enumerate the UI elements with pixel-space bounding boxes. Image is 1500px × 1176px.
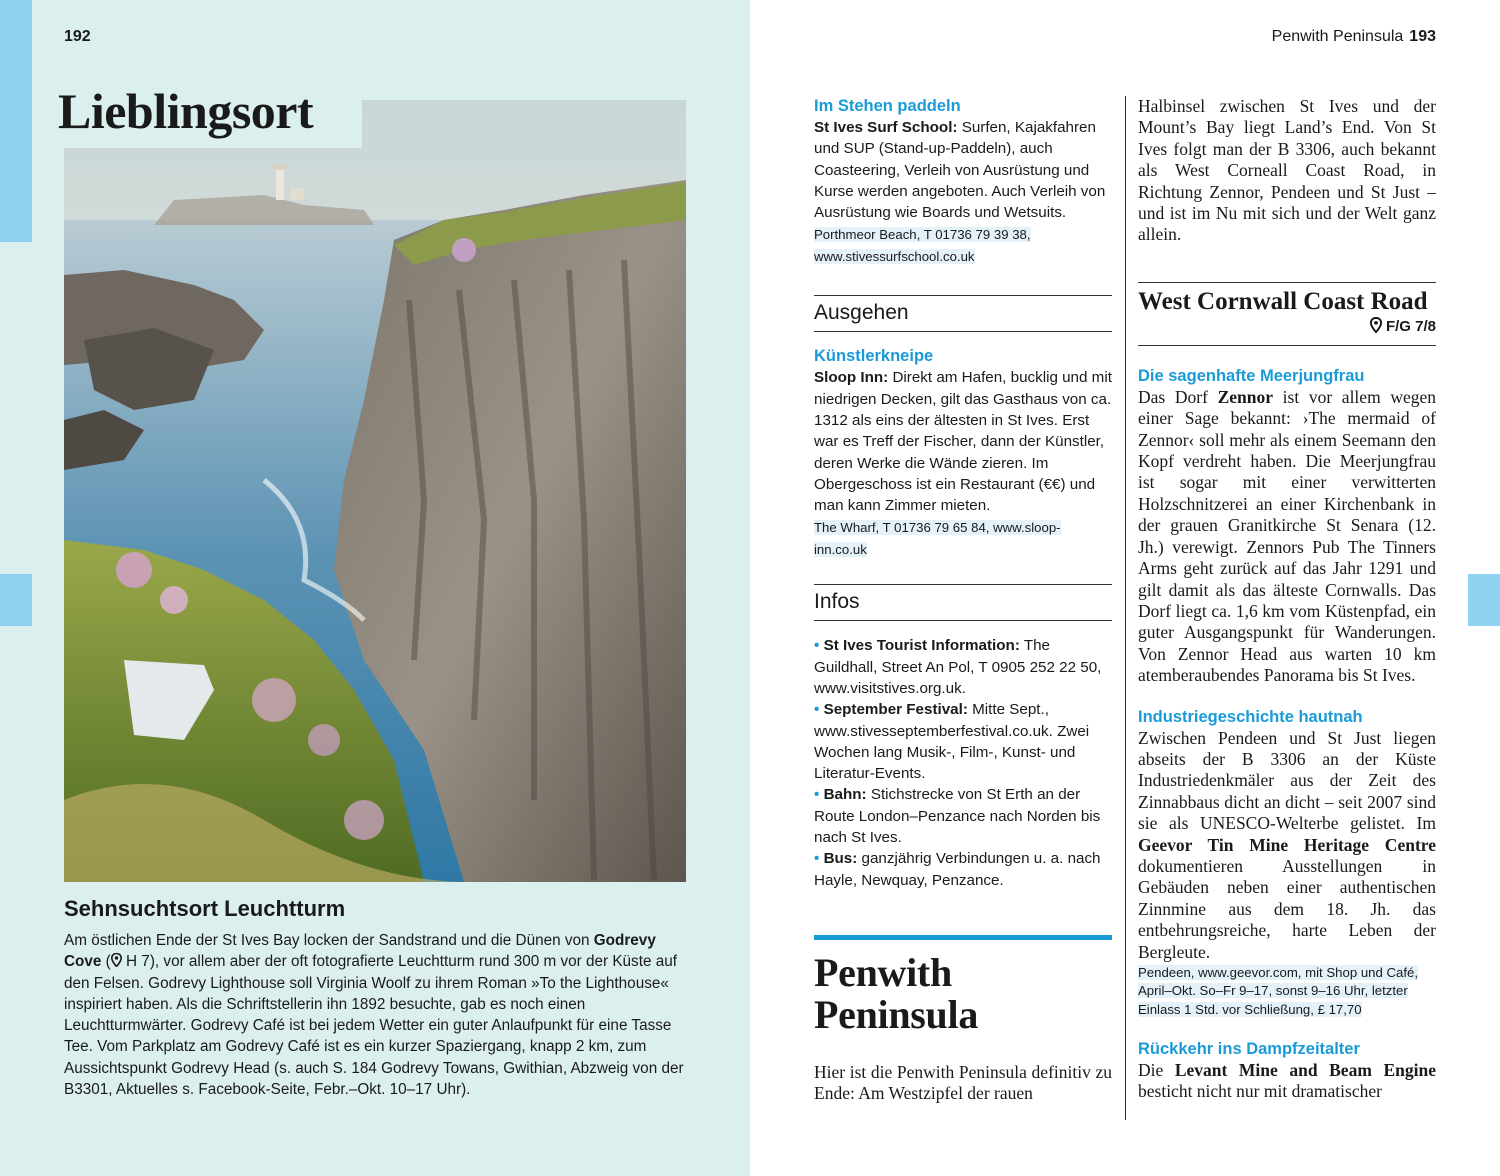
item-label: Bahn: bbox=[823, 786, 867, 804]
place-name: Levant Mine and Beam Engine bbox=[1174, 1059, 1436, 1080]
text-part: Die bbox=[1138, 1059, 1175, 1080]
pub-info bbox=[814, 517, 1112, 560]
caption-part: ), vor allem aber der oft fotografierte Leuchtturm rund 300 m vor der Küste auf den Felsen. Godrevy Lighthouse soll Virginia Woolf zu ihrem Roman »To the Lighthouse« inspiriert haben. Als die Schriftstellerin ihn 1892 besuchte, gab es noch einen Leuchtturmwärter. Godrevy Café ist bei jedem Wetter ein guter Anlaufpunkt für eine Tasse Tee. Vom Parkplatz am Godrevy Café ist es ein kurzer Spaziergang, knapp 2 km, zum Aussichtspunkt Godrevy Head (s. auch S. 184 Godrevy Towans, Gwithian, Abzweig von der B3301, Aktuelles s. Facebook-Seite, Febr.–Okt. 10–17 Uhr). bbox=[64, 953, 684, 1099]
industry-heading: Industriegeschichte hautnah bbox=[1138, 707, 1363, 726]
pub-heading: Künstlerkneipe bbox=[814, 347, 934, 366]
surf-info bbox=[814, 224, 1112, 267]
thumb-tab bbox=[0, 0, 32, 242]
intro-continued: Halbinsel zwischen St Ives und der Mount’s Bay liegt Land’s End. Von St Ives folgt man der B 3306, auch bekannt als West Corneall Coast Road, in Richtung Zennor, Pendeen und St Just – und ist im Nu mit sich und der Welt ganz allein. bbox=[1138, 96, 1436, 245]
running-header bbox=[1272, 28, 1436, 46]
place-name: Geevor Tin Mine Heritage Centre bbox=[1138, 834, 1436, 855]
lighthouse-cliff-image bbox=[64, 100, 686, 882]
item-text: Mitte Sept., www.stivesseptemberfestival.co.uk. Zwei Wochen lang Musik-, Film-, Kunst- und Literatur-Events. bbox=[814, 701, 1090, 783]
mermaid-text bbox=[1138, 387, 1436, 687]
list-item bbox=[814, 699, 1112, 784]
place-name: Zennor bbox=[1217, 386, 1273, 407]
item-text: The Guildhall, Street An Pol, T 0905 252 22 50, www.visitstives.org.uk. bbox=[814, 637, 1102, 697]
caption-part: Am östlichen Ende der St Ives Bay locken der Sandstrand und die Dünen von bbox=[64, 932, 594, 949]
header-title: Penwith Peninsula bbox=[1271, 28, 1404, 45]
route-header bbox=[1138, 282, 1436, 346]
text-part: Das Dorf bbox=[1138, 386, 1218, 407]
venue-name: St Ives Surf School: bbox=[814, 119, 958, 136]
list-item bbox=[814, 848, 1112, 891]
favorite-place-text: Lieblingsort bbox=[58, 83, 314, 139]
steam-heading: Rückkehr ins Dampfzeitalter bbox=[1138, 1039, 1360, 1058]
thumb-tab bbox=[1468, 574, 1500, 626]
info-line: Porthmeor Beach, T 01736 79 39 38, www.stivessurfschool.co.uk bbox=[814, 227, 1031, 264]
map-pin-icon bbox=[111, 953, 122, 967]
info-list bbox=[814, 635, 1112, 891]
route-map-ref bbox=[1138, 317, 1436, 337]
bullet-icon: • bbox=[814, 786, 820, 804]
column-divider bbox=[1125, 96, 1126, 1120]
surf-entry bbox=[814, 117, 1112, 223]
venue-name: Sloop Inn: bbox=[814, 369, 889, 387]
info-line: Pendeen, www.geevor.com, mit Shop und Café, April–Okt. So–Fr 9–17, sonst 9–16 Uhr, letzter Einlass 1 Std. vor Schließung, £ 17,70 bbox=[1138, 965, 1419, 1017]
section-infos: Infos bbox=[814, 590, 860, 614]
caption-title: Sehnsuchtsort Leuchtturm bbox=[64, 896, 346, 921]
venue-text: Direkt am Hafen, bucklig und mit niedrigen Decken, gilt das Gasthaus von ca. 1312 als eins der ältesten in St Ives. Erst war es Treff der Fischer, dann der Künstler, deren Werke die Wände zieren. Im Obergeschoss ist ein Restaurant (€€) und man kann Zimmer mieten. bbox=[814, 369, 1112, 515]
item-label: Bus: bbox=[823, 850, 858, 868]
place-name: Godrevy Cove bbox=[64, 932, 656, 971]
column-left bbox=[814, 96, 1112, 1105]
venue-text: Surfen, Kajakfahren und SUP (Stand-up-Paddeln), auch Coasteering, Verleih von Ausrüstung und Kurse werden angeboten. Auch Verleih von Ausrüstung wie Boards und Wetsuits. bbox=[814, 119, 1106, 222]
column-right bbox=[1138, 96, 1436, 1103]
bullet-icon: • bbox=[814, 637, 820, 655]
item-label: St Ives Tourist Information: bbox=[823, 637, 1020, 655]
item-text: ganzjährig Verbindungen u. a. nach Hayle, Newquay, Penzance. bbox=[814, 850, 1101, 889]
coastal-cliff-photo bbox=[64, 100, 686, 882]
bullet-icon: • bbox=[814, 850, 820, 868]
chapter-rule bbox=[814, 935, 1112, 940]
section-ausgehen: Ausgehen bbox=[814, 301, 909, 325]
bullet-icon: • bbox=[814, 701, 820, 719]
route-title: West Cornwall Coast Road bbox=[1138, 287, 1428, 315]
map-reference: H 7 bbox=[121, 953, 150, 971]
text-part: Zwischen Pendeen und St Just liegen abseits der B 3306 an der Küste Industriedenkmäler aus der Zeit des Zinnabbaus dicht an dicht – seit 2007 sind sie als UNESCO-Welterbe gelistet. Im bbox=[1138, 727, 1436, 834]
steam-text bbox=[1138, 1060, 1436, 1103]
chapter-title-line: Penwith bbox=[814, 949, 952, 995]
favorite-place-label bbox=[58, 83, 362, 148]
item-text: Stichstrecke von St Erth an der Route London–Penzance nach Norden bis nach St Ives. bbox=[814, 786, 1101, 847]
list-item bbox=[814, 784, 1112, 848]
thumb-tab bbox=[0, 574, 32, 626]
map-reference: F/G 7/8 bbox=[1385, 317, 1436, 335]
list-item bbox=[814, 635, 1112, 699]
caption-text bbox=[64, 930, 686, 1100]
industry-text bbox=[1138, 728, 1436, 963]
industry-info bbox=[1138, 964, 1436, 1019]
page-number: 192 bbox=[64, 28, 91, 45]
caption-part: ( bbox=[101, 953, 111, 971]
info-line: The Wharf, T 01736 79 65 84, www.sloop-inn.co.uk bbox=[814, 520, 1061, 557]
map-pin-icon bbox=[1370, 317, 1382, 333]
text-part: dokumentieren Ausstellungen in Gebäuden neben einer authentischen Zinnmine aus dem 18. Jh. das entbehrungsreiche, harte Leben der Bergleute. bbox=[1138, 855, 1436, 962]
chapter-title-line: Peninsula bbox=[814, 991, 979, 1037]
item-label: September Festival: bbox=[823, 701, 968, 719]
chapter-intro: Hier ist die Penwith Peninsula definitiv zu Ende: Am Westzipfel der rauen bbox=[814, 1061, 1112, 1104]
surf-heading: Im Stehen paddeln bbox=[814, 97, 961, 115]
page-number: 193 bbox=[1409, 28, 1436, 45]
chapter-title bbox=[814, 949, 1112, 1037]
mermaid-heading: Die sagenhafte Meerjungfrau bbox=[1138, 366, 1365, 385]
pub-entry bbox=[814, 367, 1112, 516]
text-part: ist vor allem wegen einer Sage bekannt: ›The mermaid of Zennor‹ soll mehr als einem Seemann den Kopf verdreht haben. Die Meerjungfrau ist sogar mit einer verwitterten Holzschnitzerei an einer Kirchenbank in der grauen Granitkirche St Senara (12. Jh.) verewigt. Zennors Pub The Tinners Arms geht zurück auf das Jahr 1291 und gilt damit als das älteste Cornwalls. Das Dorf liegt ca. 1,6 km vom Küstenpfad, ein guter Ausgangspunkt für Wanderungen. Von Zennor Head aus warten 10 km atemberaubendes Panorama bis St Ives. bbox=[1138, 386, 1436, 686]
text-part: besticht nicht nur mit dramatischer bbox=[1138, 1081, 1382, 1102]
